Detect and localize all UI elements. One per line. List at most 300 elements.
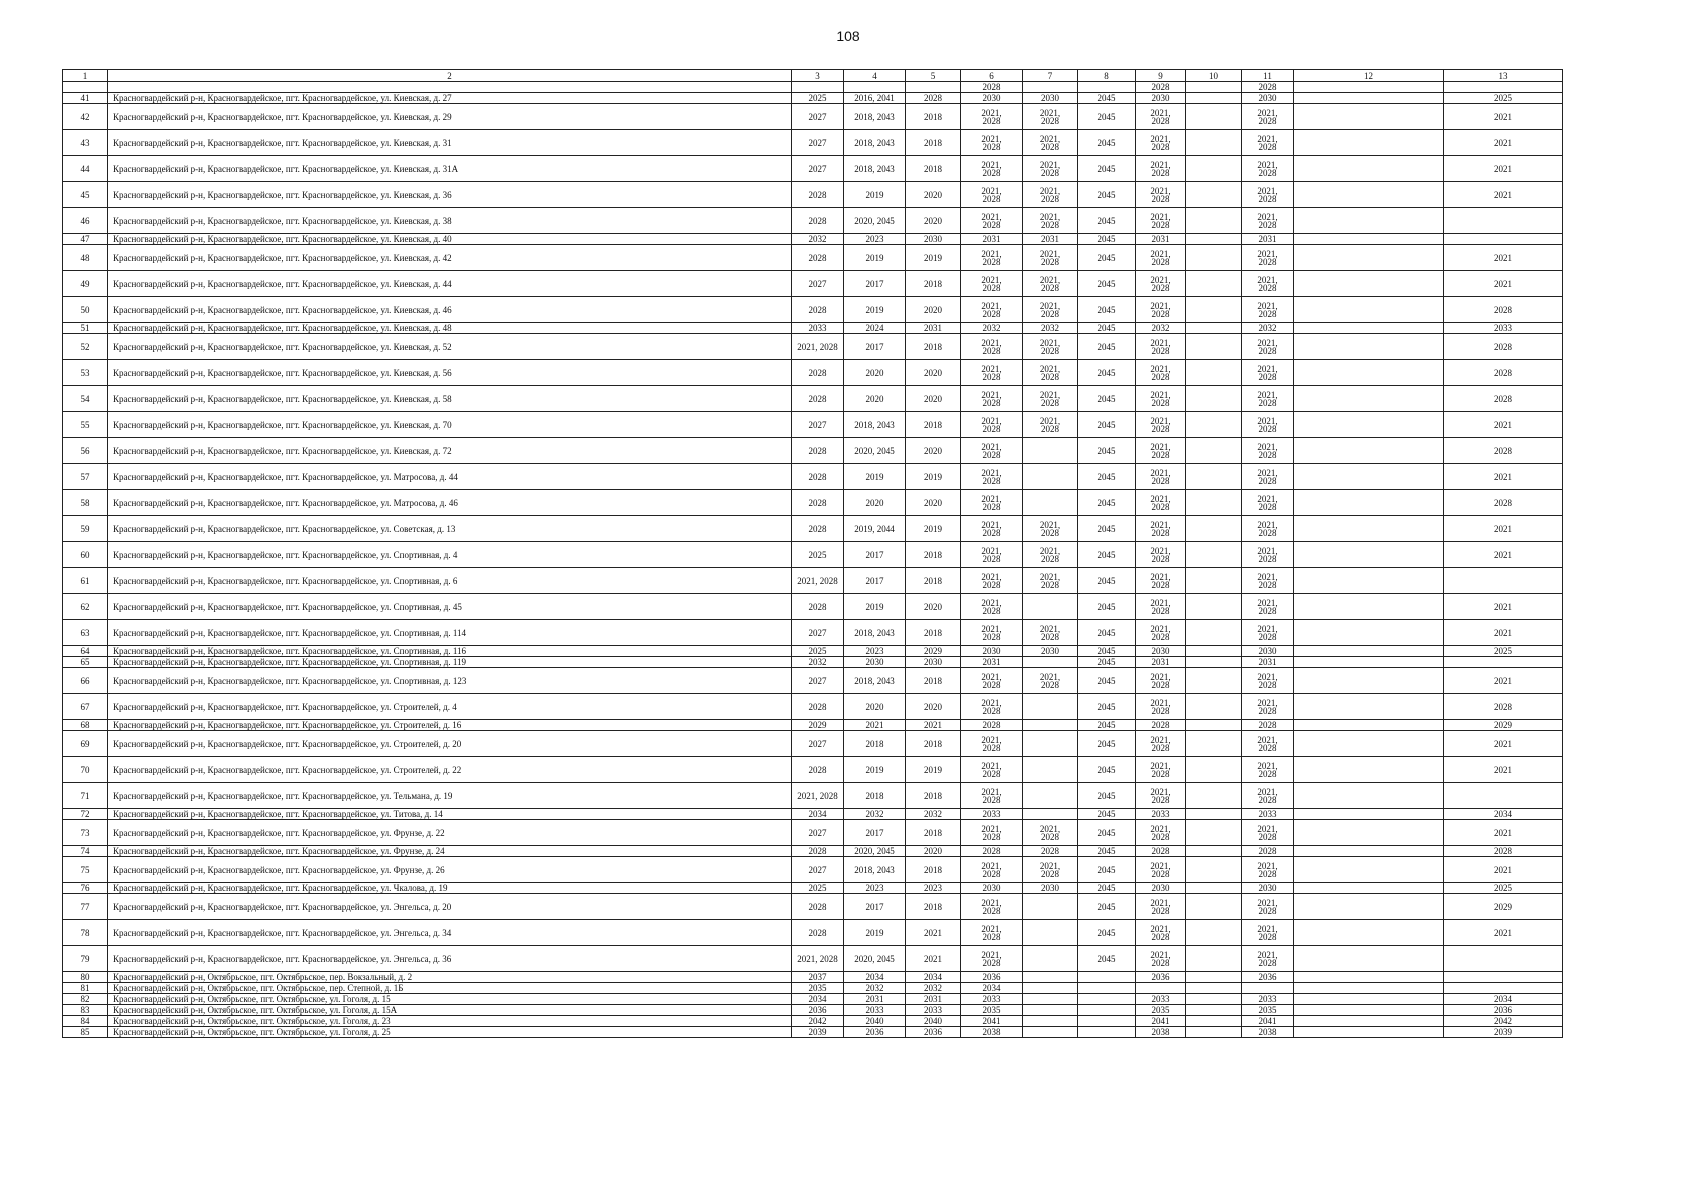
year-cell-col5: 2019: [906, 516, 961, 542]
year-cell-col9: 2021, 2028: [1136, 208, 1186, 234]
row-number-cell: 65: [63, 657, 108, 668]
year-cell-col7: [1023, 657, 1078, 668]
year-cell-col12: [1294, 857, 1444, 883]
year-cell-col4: 2016, 2041: [844, 93, 906, 104]
year-cell-col13: 2034: [1444, 994, 1563, 1005]
year-cell-col9: 2021, 2028: [1136, 920, 1186, 946]
year-cell-col3: 2029: [792, 720, 844, 731]
year-cell-col11: 2032: [1242, 323, 1294, 334]
row-number-cell: 77: [63, 894, 108, 920]
year-cell-col8: 2045: [1078, 720, 1136, 731]
year-cell-col5: 2018: [906, 156, 961, 182]
address-cell: Красногвардейский р-н, Красногвардейское, пгт. Красногвардейское, ул. Строителей, д. 22: [108, 757, 792, 783]
year-cell-col13: 2029: [1444, 894, 1563, 920]
year-cell-col4: 2019, 2044: [844, 516, 906, 542]
year-cell-col10: [1186, 464, 1242, 490]
year-cell-col10: [1186, 234, 1242, 245]
year-cell-col7: [1023, 694, 1078, 720]
year-cell-col13: [1444, 208, 1563, 234]
year-cell-col13: 2021: [1444, 757, 1563, 783]
address-cell: Красногвардейский р-н, Красногвардейское, пгт. Красногвардейское, ул. Киевская, д. 31А: [108, 156, 792, 182]
year-cell-col12: [1294, 731, 1444, 757]
year-cell-col5: 2018: [906, 412, 961, 438]
year-cell-col11: 2021, 2028: [1242, 731, 1294, 757]
year-cell-col4: 2017: [844, 894, 906, 920]
year-cell-col11: 2021, 2028: [1242, 438, 1294, 464]
year-cell-col6: 2033: [961, 809, 1023, 820]
year-cell-col12: [1294, 994, 1444, 1005]
year-cell-col7: 2021, 2028: [1023, 156, 1078, 182]
address-cell: Красногвардейский р-н, Красногвардейское, пгт. Красногвардейское, ул. Спортивная, д. 116: [108, 646, 792, 657]
year-cell-col8: 2045: [1078, 297, 1136, 323]
year-cell-col12: [1294, 694, 1444, 720]
table-row: [63, 386, 1563, 412]
year-cell-col12: [1294, 668, 1444, 694]
year-cell-col7: 2021, 2028: [1023, 386, 1078, 412]
column-header-2: 2: [108, 70, 792, 82]
year-cell-col7: 2021, 2028: [1023, 208, 1078, 234]
year-cell-col13: 2028: [1444, 297, 1563, 323]
year-cell-col13: 2042: [1444, 1016, 1563, 1027]
column-header-4: 4: [844, 70, 906, 82]
row-number-cell: 68: [63, 720, 108, 731]
year-cell-col10: [1186, 104, 1242, 130]
continuation-cell-8: [1078, 82, 1136, 93]
year-cell-col11: 2021, 2028: [1242, 694, 1294, 720]
table-row: [63, 490, 1563, 516]
year-cell-col8: 2045: [1078, 657, 1136, 668]
year-cell-col11: 2021, 2028: [1242, 386, 1294, 412]
year-cell-col5: 2019: [906, 245, 961, 271]
year-cell-col7: 2021, 2028: [1023, 857, 1078, 883]
year-cell-col10: [1186, 245, 1242, 271]
table-row: [63, 438, 1563, 464]
year-cell-col10: [1186, 731, 1242, 757]
address-cell: Красногвардейский р-н, Красногвардейское, пгт. Красногвардейское, ул. Киевская, д. 40: [108, 234, 792, 245]
year-cell-col10: [1186, 972, 1242, 983]
row-number-cell: 51: [63, 323, 108, 334]
row-number-cell: 63: [63, 620, 108, 646]
year-cell-col8: 2045: [1078, 234, 1136, 245]
year-cell-col6: 2030: [961, 883, 1023, 894]
year-cell-col9: 2035: [1136, 1005, 1186, 1016]
year-cell-col3: 2028: [792, 846, 844, 857]
year-cell-col12: [1294, 93, 1444, 104]
year-cell-col7: 2031: [1023, 234, 1078, 245]
year-cell-col10: [1186, 208, 1242, 234]
year-cell-col6: 2021, 2028: [961, 920, 1023, 946]
year-cell-col4: 2017: [844, 568, 906, 594]
year-cell-col3: 2036: [792, 1005, 844, 1016]
year-cell-col8: 2045: [1078, 412, 1136, 438]
address-cell: Красногвардейский р-н, Красногвардейское, пгт. Красногвардейское, ул. Киевская, д. 44: [108, 271, 792, 297]
row-number-cell: 59: [63, 516, 108, 542]
year-cell-col4: 2019: [844, 245, 906, 271]
year-cell-col12: [1294, 438, 1444, 464]
year-cell-col4: 2023: [844, 883, 906, 894]
year-cell-col11: 2021, 2028: [1242, 297, 1294, 323]
year-cell-col13: [1444, 972, 1563, 983]
year-cell-col10: [1186, 668, 1242, 694]
address-cell: Красногвардейский р-н, Красногвардейское, пгт. Красногвардейское, ул. Матросова, д. 44: [108, 464, 792, 490]
year-cell-col9: 2021, 2028: [1136, 271, 1186, 297]
year-cell-col5: 2018: [906, 568, 961, 594]
row-number-cell: 57: [63, 464, 108, 490]
year-cell-col10: [1186, 297, 1242, 323]
year-cell-col7: [1023, 464, 1078, 490]
schedule-table: [62, 69, 1563, 1038]
year-cell-col11: 2030: [1242, 93, 1294, 104]
year-cell-col10: [1186, 490, 1242, 516]
year-cell-col13: 2028: [1444, 846, 1563, 857]
year-cell-col9: 2030: [1136, 883, 1186, 894]
year-cell-col13: 2021: [1444, 857, 1563, 883]
year-cell-col7: [1023, 1027, 1078, 1038]
row-number-cell: 56: [63, 438, 108, 464]
year-cell-col4: 2020: [844, 490, 906, 516]
year-cell-col10: [1186, 809, 1242, 820]
year-cell-col12: [1294, 720, 1444, 731]
year-cell-col13: 2028: [1444, 694, 1563, 720]
year-cell-col8: [1078, 1005, 1136, 1016]
year-cell-col11: 2021, 2028: [1242, 920, 1294, 946]
year-cell-col9: 2021, 2028: [1136, 130, 1186, 156]
year-cell-col5: 2032: [906, 809, 961, 820]
year-cell-col10: [1186, 920, 1242, 946]
year-cell-col13: 2036: [1444, 1005, 1563, 1016]
year-cell-col6: 2028: [961, 846, 1023, 857]
year-cell-col9: [1136, 983, 1186, 994]
year-cell-col7: 2021, 2028: [1023, 668, 1078, 694]
year-cell-col7: 2030: [1023, 93, 1078, 104]
year-cell-col4: 2019: [844, 297, 906, 323]
year-cell-col10: [1186, 438, 1242, 464]
year-cell-col8: 2045: [1078, 646, 1136, 657]
year-cell-col10: [1186, 271, 1242, 297]
year-cell-col12: [1294, 234, 1444, 245]
year-cell-col7: [1023, 490, 1078, 516]
year-cell-col11: 2021, 2028: [1242, 156, 1294, 182]
address-cell: Красногвардейский р-н, Красногвардейское, пгт. Красногвардейское, ул. Тельмана, д. 19: [108, 783, 792, 809]
address-cell: Красногвардейский р-н, Красногвардейское, пгт. Красногвардейское, ул. Фрунзе, д. 26: [108, 857, 792, 883]
year-cell-col4: 2036: [844, 1027, 906, 1038]
year-cell-col6: 2034: [961, 983, 1023, 994]
year-cell-col8: 2045: [1078, 130, 1136, 156]
year-cell-col11: 2021, 2028: [1242, 490, 1294, 516]
header-row: [63, 70, 1563, 82]
year-cell-col12: [1294, 386, 1444, 412]
year-cell-col13: 2028: [1444, 490, 1563, 516]
year-cell-col5: 2021: [906, 720, 961, 731]
year-cell-col5: 2020: [906, 846, 961, 857]
year-cell-col9: 2021, 2028: [1136, 668, 1186, 694]
year-cell-col11: [1242, 983, 1294, 994]
year-cell-col5: 2018: [906, 731, 961, 757]
continuation-cell-2: [108, 82, 792, 93]
year-cell-col13: 2021: [1444, 516, 1563, 542]
year-cell-col4: 2032: [844, 983, 906, 994]
year-cell-col10: [1186, 93, 1242, 104]
table-row: [63, 1016, 1563, 1027]
year-cell-col4: 2018, 2043: [844, 668, 906, 694]
year-cell-col11: 2021, 2028: [1242, 245, 1294, 271]
year-cell-col11: 2028: [1242, 720, 1294, 731]
year-cell-col4: 2021: [844, 720, 906, 731]
year-cell-col12: [1294, 946, 1444, 972]
year-cell-col4: 2034: [844, 972, 906, 983]
row-number-cell: 79: [63, 946, 108, 972]
year-cell-col4: 2018, 2043: [844, 156, 906, 182]
row-number-cell: 48: [63, 245, 108, 271]
table-row: [63, 646, 1563, 657]
year-cell-col3: 2032: [792, 657, 844, 668]
address-cell: Красногвардейский р-н, Красногвардейское, пгт. Красногвардейское, ул. Титова, д. 14: [108, 809, 792, 820]
year-cell-col7: 2021, 2028: [1023, 130, 1078, 156]
year-cell-col4: 2023: [844, 646, 906, 657]
year-cell-col6: 2021, 2028: [961, 360, 1023, 386]
year-cell-col11: 2021, 2028: [1242, 516, 1294, 542]
year-cell-col5: 2034: [906, 972, 961, 983]
year-cell-col3: 2021, 2028: [792, 783, 844, 809]
year-cell-col6: 2021, 2028: [961, 594, 1023, 620]
continuation-cell-7: [1023, 82, 1078, 93]
row-number-cell: 71: [63, 783, 108, 809]
row-number-cell: 61: [63, 568, 108, 594]
table-row: [63, 516, 1563, 542]
year-cell-col3: 2028: [792, 360, 844, 386]
year-cell-col3: 2027: [792, 820, 844, 846]
year-cell-col6: 2032: [961, 323, 1023, 334]
year-cell-col12: [1294, 920, 1444, 946]
year-cell-col10: [1186, 646, 1242, 657]
table-row: [63, 694, 1563, 720]
year-cell-col9: 2041: [1136, 1016, 1186, 1027]
year-cell-col4: 2017: [844, 820, 906, 846]
year-cell-col8: 2045: [1078, 694, 1136, 720]
row-number-cell: 85: [63, 1027, 108, 1038]
year-cell-col10: [1186, 386, 1242, 412]
year-cell-col10: [1186, 516, 1242, 542]
year-cell-col3: 2027: [792, 668, 844, 694]
year-cell-col6: 2031: [961, 234, 1023, 245]
year-cell-col7: [1023, 946, 1078, 972]
year-cell-col11: 2021, 2028: [1242, 620, 1294, 646]
table-row: [63, 972, 1563, 983]
year-cell-col8: 2045: [1078, 620, 1136, 646]
year-cell-col5: 2020: [906, 386, 961, 412]
year-cell-col9: 2021, 2028: [1136, 438, 1186, 464]
year-cell-col5: 2031: [906, 323, 961, 334]
year-cell-col5: 2020: [906, 594, 961, 620]
year-cell-col3: 2033: [792, 323, 844, 334]
year-cell-col3: 2028: [792, 182, 844, 208]
year-cell-col8: 2045: [1078, 156, 1136, 182]
year-cell-col3: 2027: [792, 857, 844, 883]
year-cell-col8: 2045: [1078, 490, 1136, 516]
year-cell-col13: [1444, 946, 1563, 972]
address-cell: Красногвардейский р-н, Красногвардейское, пгт. Красногвардейское, ул. Строителей, д. 4: [108, 694, 792, 720]
year-cell-col6: 2021, 2028: [961, 297, 1023, 323]
row-number-cell: 41: [63, 93, 108, 104]
table-row: [63, 234, 1563, 245]
year-cell-col11: 2021, 2028: [1242, 464, 1294, 490]
table-row: [63, 846, 1563, 857]
year-cell-col13: 2028: [1444, 360, 1563, 386]
year-cell-col12: [1294, 983, 1444, 994]
year-cell-col11: 2021, 2028: [1242, 568, 1294, 594]
year-cell-col9: 2028: [1136, 720, 1186, 731]
year-cell-col13: 2021: [1444, 156, 1563, 182]
year-cell-col6: 2021, 2028: [961, 156, 1023, 182]
year-cell-col9: 2021, 2028: [1136, 946, 1186, 972]
year-cell-col3: 2021, 2028: [792, 946, 844, 972]
year-cell-col13: 2025: [1444, 93, 1563, 104]
year-cell-col10: [1186, 334, 1242, 360]
address-cell: Красногвардейский р-н, Красногвардейское, пгт. Красногвардейское, ул. Киевская, д. 72: [108, 438, 792, 464]
year-cell-col4: 2024: [844, 323, 906, 334]
year-cell-col3: 2028: [792, 894, 844, 920]
year-cell-col6: 2021, 2028: [961, 104, 1023, 130]
year-cell-col11: 2033: [1242, 809, 1294, 820]
year-cell-col5: 2018: [906, 334, 961, 360]
year-cell-col3: 2028: [792, 297, 844, 323]
year-cell-col3: 2027: [792, 731, 844, 757]
year-cell-col7: 2021, 2028: [1023, 104, 1078, 130]
table-row: [63, 820, 1563, 846]
year-cell-col11: 2021, 2028: [1242, 946, 1294, 972]
year-cell-col13: 2021: [1444, 594, 1563, 620]
address-cell: Красногвардейский р-н, Октябрьское, пгт. Октябрьское, ул. Гоголя, д. 25: [108, 1027, 792, 1038]
year-cell-col13: 2021: [1444, 271, 1563, 297]
year-cell-col5: 2036: [906, 1027, 961, 1038]
year-cell-col6: 2028: [961, 720, 1023, 731]
year-cell-col3: 2037: [792, 972, 844, 983]
year-cell-col10: [1186, 994, 1242, 1005]
year-cell-col4: 2019: [844, 594, 906, 620]
year-cell-col5: 2020: [906, 360, 961, 386]
year-cell-col6: 2021, 2028: [961, 694, 1023, 720]
year-cell-col8: 2045: [1078, 104, 1136, 130]
table-row: [63, 1027, 1563, 1038]
year-cell-col7: 2021, 2028: [1023, 271, 1078, 297]
year-cell-col6: 2021, 2028: [961, 568, 1023, 594]
row-number-cell: 76: [63, 883, 108, 894]
year-cell-col10: [1186, 130, 1242, 156]
year-cell-col8: 2045: [1078, 568, 1136, 594]
year-cell-col6: 2021, 2028: [961, 516, 1023, 542]
column-header-11: 11: [1242, 70, 1294, 82]
year-cell-col8: 2045: [1078, 182, 1136, 208]
year-cell-col8: 2045: [1078, 820, 1136, 846]
year-cell-col13: [1444, 983, 1563, 994]
year-cell-col11: 2021, 2028: [1242, 412, 1294, 438]
year-cell-col12: [1294, 972, 1444, 983]
year-cell-col12: [1294, 360, 1444, 386]
year-cell-col9: 2021, 2028: [1136, 783, 1186, 809]
year-cell-col9: 2021, 2028: [1136, 757, 1186, 783]
address-cell: Красногвардейский р-н, Красногвардейское, пгт. Красногвардейское, ул. Энгельса, д. 36: [108, 946, 792, 972]
address-cell: Красногвардейский р-н, Красногвардейское, пгт. Красногвардейское, ул. Киевская, д. 31: [108, 130, 792, 156]
year-cell-col13: 2021: [1444, 668, 1563, 694]
year-cell-col13: 2021: [1444, 920, 1563, 946]
row-number-cell: 52: [63, 334, 108, 360]
year-cell-col8: 2045: [1078, 809, 1136, 820]
row-number-cell: 53: [63, 360, 108, 386]
year-cell-col7: 2021, 2028: [1023, 297, 1078, 323]
table-row: [63, 271, 1563, 297]
row-number-cell: 64: [63, 646, 108, 657]
address-cell: Красногвардейский р-н, Красногвардейское, пгт. Красногвардейское, ул. Спортивная, д. 45: [108, 594, 792, 620]
row-number-cell: 78: [63, 920, 108, 946]
year-cell-col9: 2021, 2028: [1136, 694, 1186, 720]
row-number-cell: 80: [63, 972, 108, 983]
year-cell-col6: 2021, 2028: [961, 757, 1023, 783]
year-cell-col8: 2045: [1078, 245, 1136, 271]
address-cell: Красногвардейский р-н, Красногвардейское, пгт. Красногвардейское, ул. Киевская, д. 58: [108, 386, 792, 412]
year-cell-col5: 2020: [906, 182, 961, 208]
year-cell-col10: [1186, 620, 1242, 646]
year-cell-col12: [1294, 1005, 1444, 1016]
year-cell-col10: [1186, 412, 1242, 438]
year-cell-col3: 2028: [792, 464, 844, 490]
row-number-cell: 44: [63, 156, 108, 182]
year-cell-col4: 2030: [844, 657, 906, 668]
column-header-3: 3: [792, 70, 844, 82]
schedule-table-container: [62, 69, 1562, 1038]
year-cell-col8: 2045: [1078, 894, 1136, 920]
year-cell-col4: 2019: [844, 920, 906, 946]
year-cell-col11: 2036: [1242, 972, 1294, 983]
year-cell-col7: 2021, 2028: [1023, 182, 1078, 208]
table-row: [63, 994, 1563, 1005]
year-cell-col9: 2021, 2028: [1136, 490, 1186, 516]
year-cell-col5: 2021: [906, 946, 961, 972]
year-cell-col10: [1186, 894, 1242, 920]
continuation-row: [63, 82, 1563, 93]
year-cell-col12: [1294, 130, 1444, 156]
year-cell-col3: 2039: [792, 1027, 844, 1038]
address-cell: Красногвардейский р-н, Красногвардейское, пгт. Красногвардейское, ул. Спортивная, д. 123: [108, 668, 792, 694]
year-cell-col13: 2021: [1444, 245, 1563, 271]
page-number: 108: [836, 28, 860, 44]
year-cell-col4: 2023: [844, 234, 906, 245]
year-cell-col8: 2045: [1078, 334, 1136, 360]
address-cell: Красногвардейский р-н, Красногвардейское, пгт. Красногвардейское, ул. Киевская, д. 70: [108, 412, 792, 438]
row-number-cell: 75: [63, 857, 108, 883]
year-cell-col13: 2025: [1444, 646, 1563, 657]
column-header-13: 13: [1444, 70, 1563, 82]
year-cell-col5: 2023: [906, 883, 961, 894]
row-number-cell: 67: [63, 694, 108, 720]
continuation-cell-1: [63, 82, 108, 93]
table-row: [63, 334, 1563, 360]
row-number-cell: 42: [63, 104, 108, 130]
address-cell: Красногвардейский р-н, Красногвардейское, пгт. Красногвардейское, ул. Фрунзе, д. 22: [108, 820, 792, 846]
table-row: [63, 857, 1563, 883]
year-cell-col12: [1294, 620, 1444, 646]
year-cell-col4: 2019: [844, 182, 906, 208]
year-cell-col7: 2021, 2028: [1023, 568, 1078, 594]
year-cell-col11: 2021, 2028: [1242, 668, 1294, 694]
table-row: [63, 668, 1563, 694]
column-header-12: 12: [1294, 70, 1444, 82]
year-cell-col5: 2019: [906, 464, 961, 490]
year-cell-col12: [1294, 323, 1444, 334]
year-cell-col10: [1186, 857, 1242, 883]
year-cell-col7: [1023, 994, 1078, 1005]
year-cell-col5: 2020: [906, 438, 961, 464]
year-cell-col12: [1294, 542, 1444, 568]
